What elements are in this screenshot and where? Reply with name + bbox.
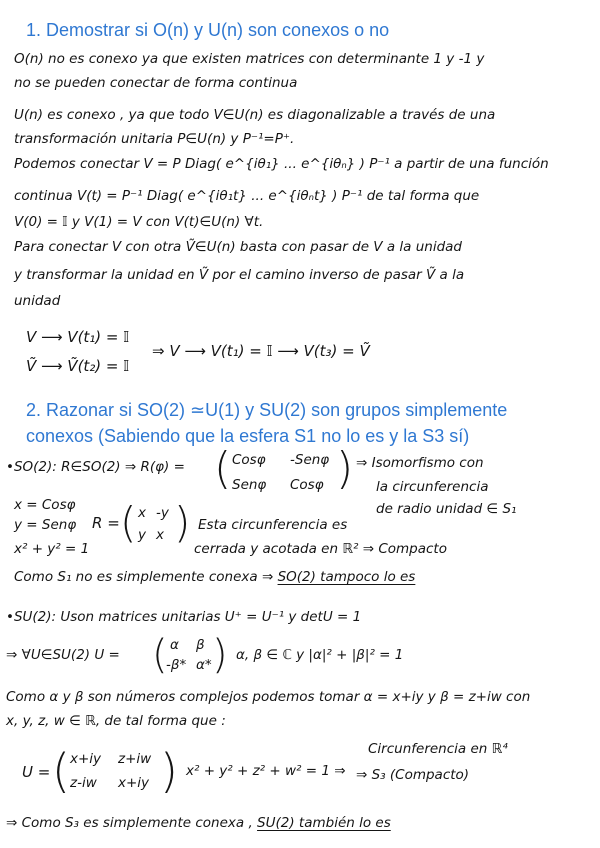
answer-1-line-5: Podemos conectar V = P Diag( e^{iθ₁} ... e^{iθₙ} ) P⁻¹ a partir de una función xyxy=(14,156,549,172)
sphere-label-line-2: ⇒ S₃ (Compacto) xyxy=(356,767,470,783)
u-real-matrix-right-paren: ) xyxy=(160,744,178,798)
su2-matrix-cell-12: β xyxy=(196,637,205,653)
compact-line-1: Esta circunferencia es xyxy=(198,517,348,533)
so2-statement: •SO(2): R∈SO(2) ⇒ R(φ) = xyxy=(6,459,185,475)
so2-conclusion-text: Como S₁ no es simplemente conexa ⇒ xyxy=(14,569,278,585)
su2-matrix-left-paren: ( xyxy=(152,632,168,678)
r-matrix-label: R = xyxy=(92,514,120,532)
answer-1-line-8: Para conectar V con otra Ṽ∈U(n) basta con pasar de V a la unidad xyxy=(14,239,462,255)
answer-1-line-1: O(n) no es conexo ya que existen matrices con determinante 1 y -1 y xyxy=(14,51,485,67)
answer-1-line-7: V(0) = 𝕀 y V(1) = V con V(t)∈U(n) ∀t. xyxy=(14,214,264,230)
param-x: x = Cosφ xyxy=(14,497,76,513)
path-diagram-combined: ⇒ V ⟶ V(t₁) = 𝕀 ⟶ V(t₃) = Ṽ xyxy=(152,342,370,360)
question-2-title-line-2: conexos (Sabiendo que la esfera S1 no lo es y la S3 sí) xyxy=(26,426,470,446)
so2-matrix-cell-12: -Senφ xyxy=(290,452,330,468)
answer-1-line-9: y transformar la unidad en Ṽ por el camino inverso de pasar Ṽ a la xyxy=(14,267,465,283)
su2-conclusion-text: ⇒ Como S₃ es simplemente conexa , xyxy=(6,815,258,831)
isomorphism-line-3: de radio unidad ∈ S₁ xyxy=(376,501,517,517)
u-real-matrix-label: U = xyxy=(22,763,51,781)
sphere-equation: x² + y² + z² + w² = 1 ⇒ xyxy=(186,763,346,779)
su2-constraint: α, β ∈ ℂ y |α|² + |β|² = 1 xyxy=(236,647,404,663)
su2-matrix-cell-11: α xyxy=(170,637,179,653)
r-matrix-left-paren: ( xyxy=(120,498,137,547)
so2-matrix-cell-21: Senφ xyxy=(232,477,267,493)
su2-statement: •SU(2): Uson matrices unitarias U⁺ = U⁻¹ y detU = 1 xyxy=(6,609,362,625)
su2-matrix-right-paren: ) xyxy=(212,632,228,678)
su2-conclusion-underlined: SU(2) también lo es xyxy=(257,815,391,831)
answer-1-line-2: no se pueden conectar de forma continua xyxy=(14,75,298,91)
r-matrix-right-paren: ) xyxy=(174,498,191,547)
u-real-matrix-cell-12: z+iw xyxy=(118,751,152,767)
so2-matrix-cell-11: Cosφ xyxy=(232,452,266,468)
so2-matrix-right-paren: ) xyxy=(336,443,354,494)
su2-matrix-cell-22: α* xyxy=(196,657,212,673)
param-y: y = Senφ xyxy=(14,517,77,533)
r-matrix-cell-21: y xyxy=(138,527,146,543)
path-diagram-line-1: V ⟶ V(t₁) = 𝕀 xyxy=(26,328,130,346)
so2-conclusion-underlined: SO(2) tampoco lo es xyxy=(277,569,416,585)
isomorphism-line-2: la circunferencia xyxy=(376,479,489,495)
so2-matrix-cell-22: Cosφ xyxy=(290,477,324,493)
circle-equation: x² + y² = 1 xyxy=(14,541,90,557)
so2-conclusion xyxy=(14,568,415,586)
answer-1-line-6: continua V(t) = P⁻¹ Diag( e^{iθ₁t} ... e^{iθₙt} ) P⁻¹ de tal forma que xyxy=(14,188,480,204)
answer-1-line-3: U(n) es conexo , ya que todo V∈U(n) es diagonalizable a través de una xyxy=(14,107,496,123)
r-matrix-cell-12: -y xyxy=(156,505,169,521)
answer-1-line-4: transformación unitaria P∈U(n) y P⁻¹=P⁺. xyxy=(14,131,295,147)
r-matrix-cell-11: x xyxy=(138,505,146,521)
u-real-matrix-cell-21: z-iw xyxy=(70,775,97,791)
su2-conclusion xyxy=(6,814,391,832)
complex-param-line-2: x, y, z, w ∈ ℝ, de tal forma que : xyxy=(6,713,226,729)
isomorphism-line-1: ⇒ Isomorfismo con xyxy=(356,455,484,471)
sphere-label-line-1: Circunferencia en ℝ⁴ xyxy=(368,741,508,757)
so2-matrix-left-paren: ( xyxy=(214,443,232,494)
answer-1-line-10: unidad xyxy=(14,293,61,309)
su2-matrix-cell-21: -β* xyxy=(166,657,187,673)
u-real-matrix-cell-11: x+iy xyxy=(70,751,102,767)
compact-line-2: cerrada y acotada en ℝ² ⇒ Compacto xyxy=(194,541,447,557)
question-2-title-line-1: 2. Razonar si SO(2) ≃U(1) y SU(2) son grupos simplemente xyxy=(26,400,508,420)
path-diagram-line-2: Ṽ ⟶ Ṽ(t₂) = 𝕀 xyxy=(26,357,130,375)
question-1-title: 1. Demostrar si O(n) y U(n) son conexos o no xyxy=(26,20,390,40)
complex-param-line-1: Como α y β son números complejos podemos tomar α = x+iy y β = z+iw con xyxy=(6,689,531,705)
su2-general-form: ⇒ ∀U∈SU(2) U = xyxy=(6,647,120,663)
u-real-matrix-cell-22: x+iy xyxy=(118,775,150,791)
r-matrix-cell-22: x xyxy=(156,527,164,543)
u-real-matrix-left-paren: ( xyxy=(52,744,70,798)
